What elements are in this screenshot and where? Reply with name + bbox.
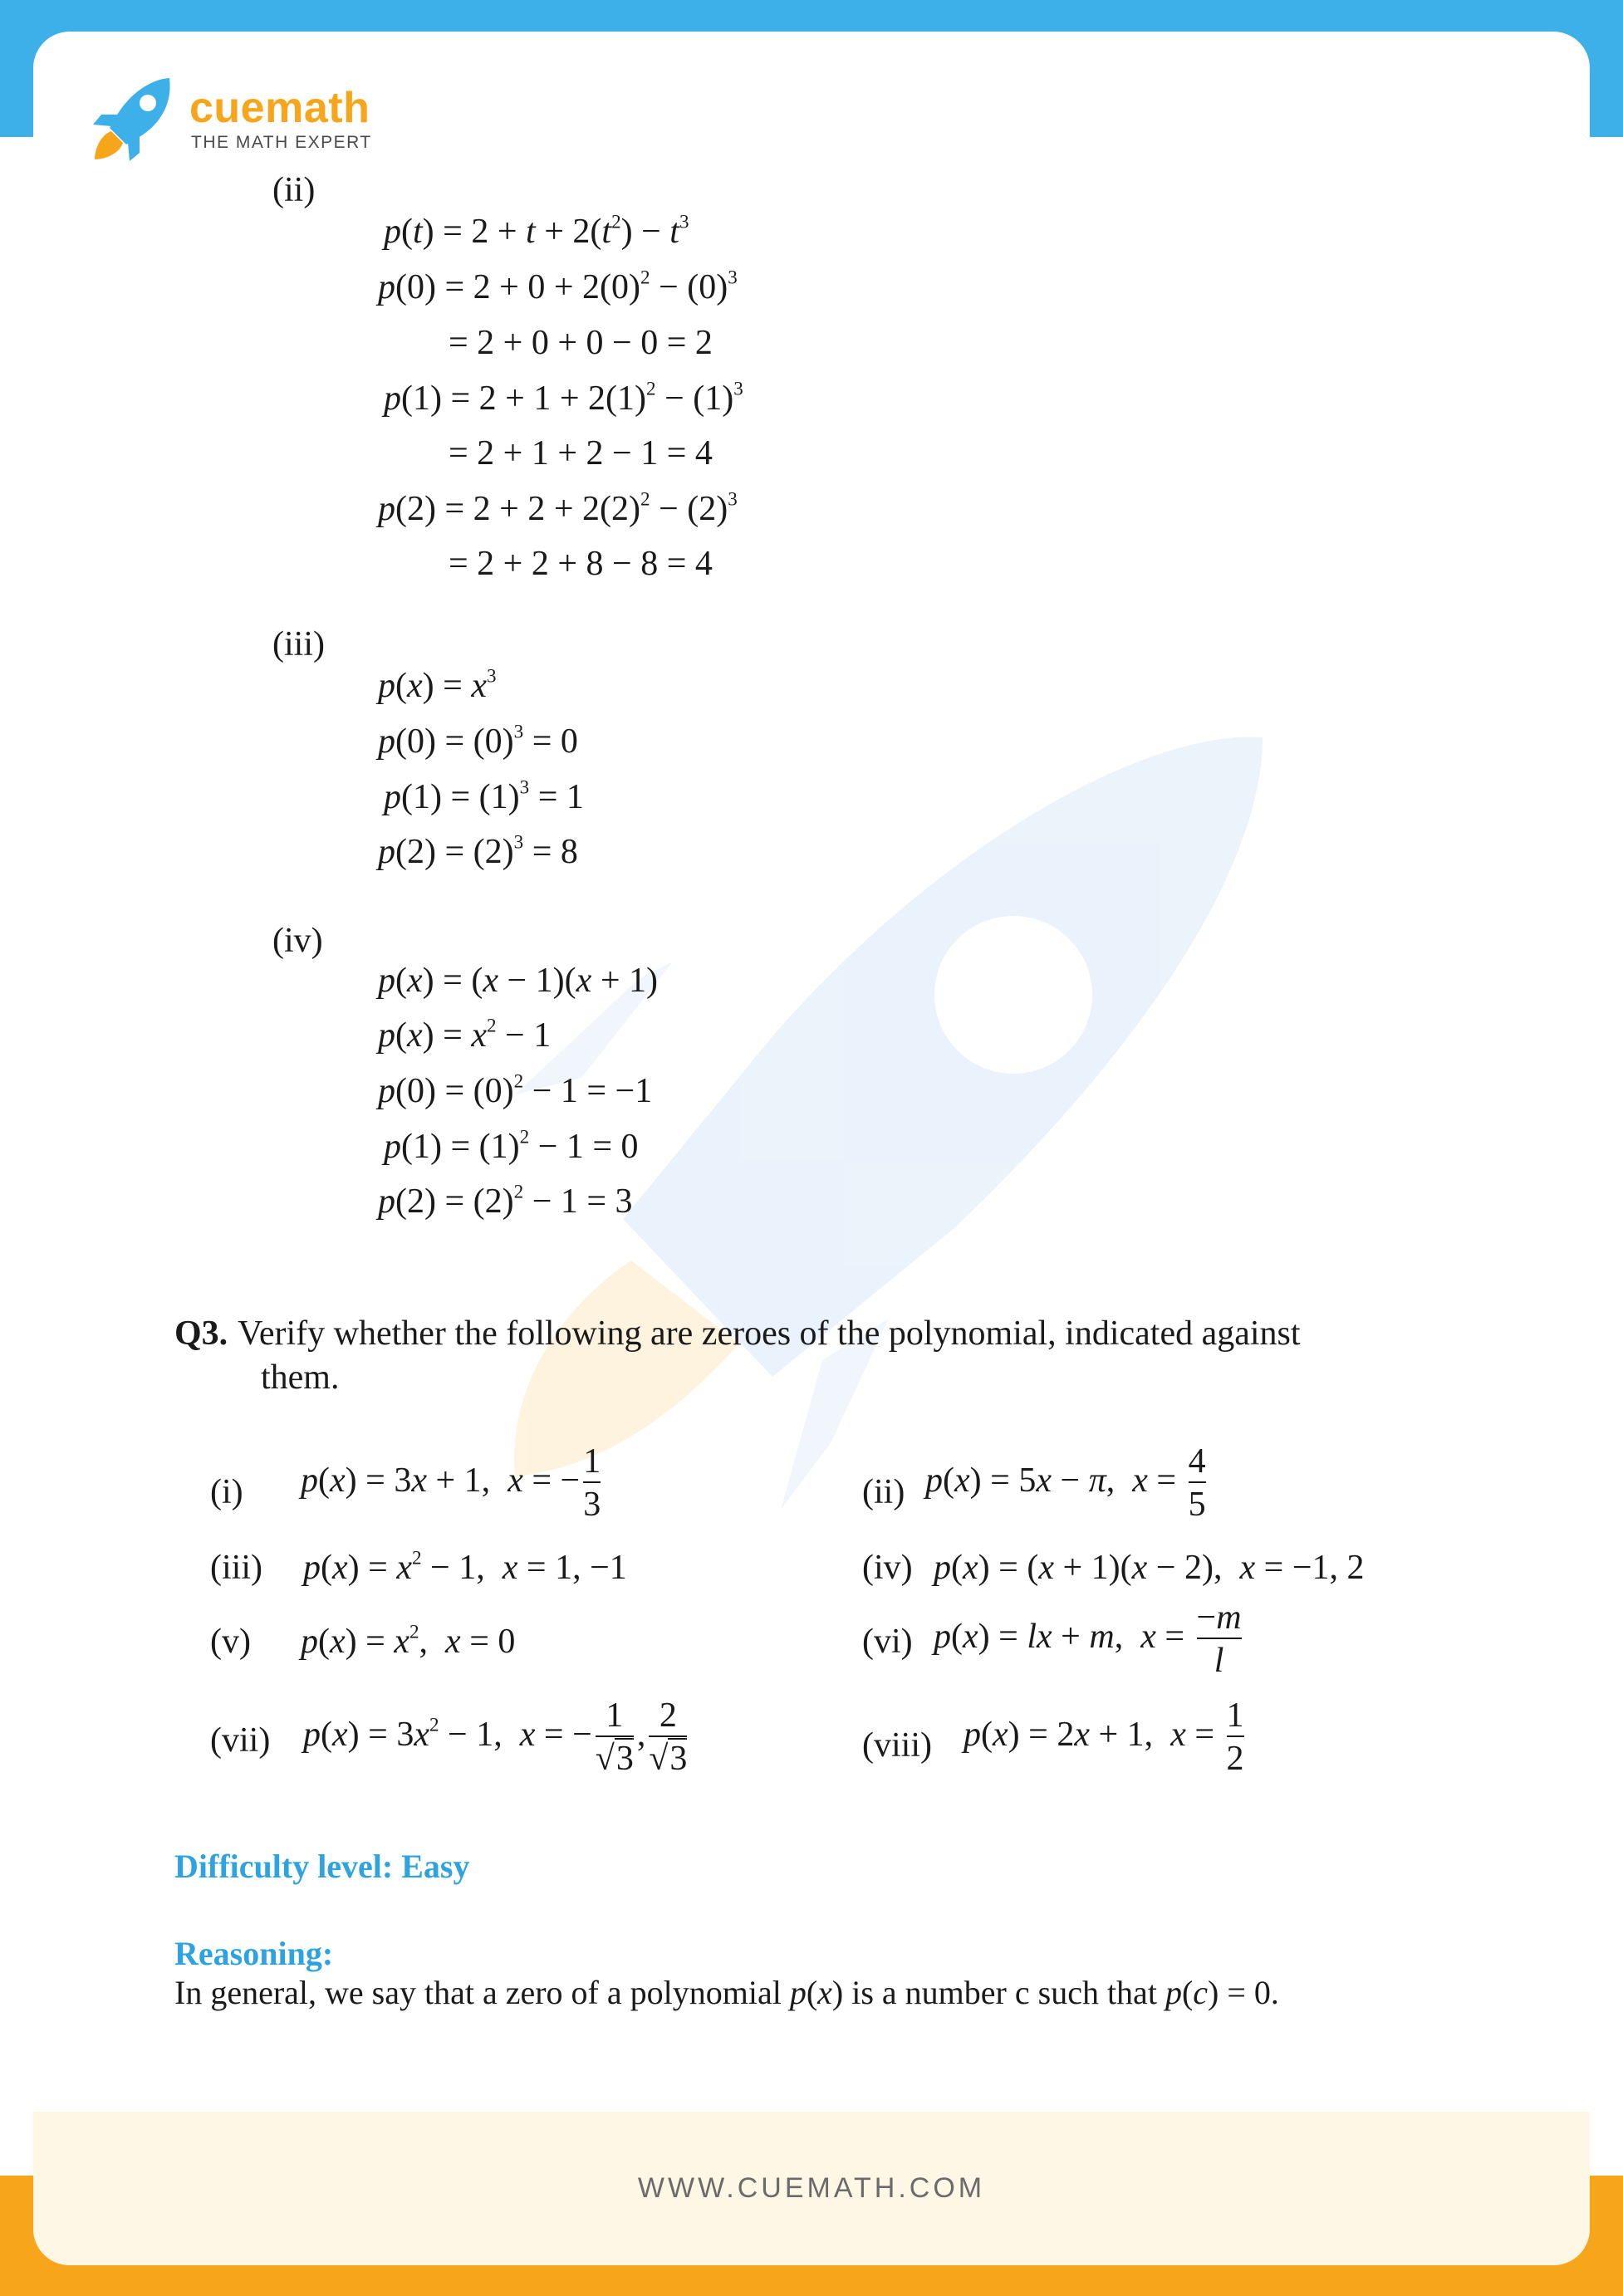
equation: $p(1) = (1)^2 - 1 = 0$ <box>384 1125 639 1166</box>
rocket-logo-icon <box>90 73 181 164</box>
difficulty-level: Difficulty level: Easy <box>174 1848 470 1885</box>
equation: $p(t) = 2 + t + 2(t^2) - t^3$ <box>384 210 689 251</box>
question-text: Verify whether the following are zeroes of the polynomial, indicated against <box>238 1314 1301 1353</box>
item-expression: p(x) = 5x − π, x = $\frac{4}{5}$ <box>925 1442 1206 1525</box>
footer-band <box>33 2112 1590 2265</box>
equation: p(x) = (x − 1)(x + 1) <box>378 962 658 1000</box>
item-label: (iv) <box>862 1549 913 1587</box>
item-expression: p(x) = lx + m, x = $\frac{-m}{l}$ <box>934 1598 1242 1681</box>
equation: $p(x) = x^2 - 1$ <box>378 1014 552 1055</box>
equation: $p(2) = (2)^2 - 1 = 3$ <box>378 1180 633 1221</box>
equation: $p(0) = (0)^3 = 0$ <box>378 720 578 761</box>
reasoning-text-part: is a number c such that <box>843 1974 1165 2011</box>
item-expression: $p(x) = x^2$, x = 0 <box>301 1620 516 1661</box>
part-iv-label: (iv) <box>272 922 323 960</box>
reasoning-heading: Reasoning: <box>174 1935 334 1972</box>
equation: = 2 + 1 + 2 − 1 = 4 <box>449 434 713 472</box>
item-expression: p(x) = (x + 1)(x − 2), x = −1, 2 <box>934 1549 1365 1587</box>
equation: $p(x) = x^3$ <box>378 664 497 705</box>
item-expression: $p(x) = 3x^2 - 1$, x = − $\frac{1}{√3}$ , $\frac{2}{√3}$ <box>303 1696 688 1779</box>
item-label: (ii) <box>862 1473 905 1511</box>
equation: $p(0) = (0)^2 - 1 = -1$ <box>378 1070 653 1110</box>
logo-tagline: THE MATH EXPERT <box>191 133 372 152</box>
reasoning-text-part: = 0. <box>1218 1974 1279 2011</box>
question-number: Q3. <box>174 1314 228 1353</box>
question-3 <box>174 1312 1470 1401</box>
page-card <box>33 32 1590 2265</box>
item-label: (vi) <box>862 1623 913 1661</box>
equation: $p(1) = (1)^3 = 1$ <box>384 776 584 816</box>
equation: = 2 + 0 + 0 − 0 = 2 <box>449 324 713 362</box>
equation: $p(2) = (2)^3 = 8$ <box>378 830 578 871</box>
item-label: (vii) <box>210 1721 271 1760</box>
reasoning-text: In general, we say that a zero of a polynomial p(x) is a number c such that p(c) = 0. <box>174 1974 1279 2011</box>
item-label: (i) <box>210 1473 243 1511</box>
equation: = 2 + 2 + 8 − 8 = 4 <box>449 545 713 583</box>
item-expression: p(x) = 2x + 1, x = $\frac{1}{2}$ <box>964 1696 1244 1779</box>
question-text-cont: them. <box>261 1359 340 1398</box>
item-expression: p(x) = 3x + 1, x = − $\frac{1}{3}$ <box>301 1442 601 1525</box>
part-iii-label: (iii) <box>272 625 325 663</box>
equation: $p(0) = 2 + 0 + 2(0)^2 - (0)^3$ <box>378 266 738 306</box>
logo-wordmark: cuemath <box>189 84 370 132</box>
equation: $p(1) = 2 + 1 + 2(1)^2 - (1)^3$ <box>384 377 743 418</box>
part-ii-label: (ii) <box>272 171 316 209</box>
rocket-watermark-icon <box>307 679 1387 1676</box>
item-label: (v) <box>210 1623 251 1661</box>
item-label: (viii) <box>862 1726 932 1765</box>
item-expression: $p(x) = x^2 - 1$, x = 1, −1 <box>303 1546 627 1587</box>
equation: $p(2) = 2 + 2 + 2(2)^2 - (2)^3$ <box>378 487 738 528</box>
item-label: (iii) <box>210 1549 262 1587</box>
footer-url[interactable]: WWW.CUEMATH.COM <box>637 2172 986 2204</box>
reasoning-text-part: In general, we say that a zero of a polynomial <box>174 1974 790 2011</box>
